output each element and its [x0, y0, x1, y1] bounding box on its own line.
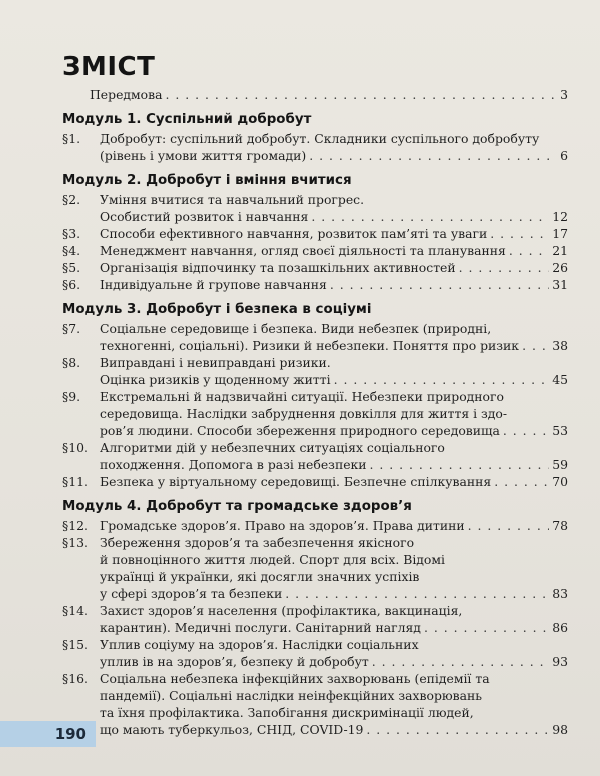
entry-line: Добробут: суспільний добробут. Складники суспільного добробуту: [100, 131, 540, 146]
toc-entry: [62, 473, 568, 490]
entry-last-line: [100, 276, 568, 293]
entry-last-line: [100, 225, 568, 242]
entry-last-line: [100, 422, 568, 439]
entry-line: Екстремальні й надзвичайні ситуації. Небезпеки природного: [100, 389, 504, 404]
dot-leader: [522, 337, 549, 354]
entry-last-line: [100, 456, 568, 473]
entry-last-line: [100, 208, 568, 225]
entry-page-number: 12: [552, 209, 568, 224]
entry-body: [100, 191, 568, 225]
entry-page-number: 45: [552, 372, 568, 387]
entry-body: [100, 259, 568, 276]
entry-line: техногенні, соціальні). Ризики й небезпеки. Поняття про ризик: [100, 338, 520, 353]
entry-last-line: [100, 337, 568, 354]
entry-line: Виправдані і невиправдані ризики.: [100, 355, 331, 370]
entry-page-number: 38: [552, 338, 568, 353]
entry-last-line: [100, 585, 568, 602]
entry-page-number: 98: [552, 722, 568, 737]
entry-last-line: [100, 619, 568, 636]
entry-page-number: 59: [552, 457, 568, 472]
entry-page-number: 3: [560, 87, 568, 102]
toc-entry: [62, 242, 568, 259]
dot-leader: [366, 721, 549, 738]
entry-page-number: 83: [552, 586, 568, 601]
entry-body: [100, 473, 568, 490]
toc-entry: [62, 602, 568, 636]
entry-last-line: [100, 653, 568, 670]
dot-leader: [166, 86, 558, 103]
entry-page-number: 78: [552, 518, 568, 533]
toc-entry: [62, 388, 568, 439]
toc-entry: [62, 130, 568, 164]
entry-last-line: [100, 721, 568, 738]
entry-body: [100, 242, 568, 259]
entry-line: карантин). Медичні послуги. Санітарний нагляд: [100, 620, 421, 635]
entry-page-number: 17: [552, 226, 568, 241]
entry-body: [100, 636, 568, 670]
entry-line: середовища. Наслідки забруднення довкілля для життя і здо-: [100, 406, 508, 421]
section-number: §6.: [62, 277, 81, 292]
entry-line: Менеджмент навчання, огляд своєї діяльності та планування: [100, 243, 506, 258]
section-number: §14.: [62, 603, 88, 618]
dot-leader: [330, 276, 549, 293]
entry-body: [100, 354, 568, 388]
dot-leader: [372, 653, 549, 670]
module-heading: Модуль 1. Суспільний добробут: [62, 112, 312, 127]
table-of-contents: [62, 86, 568, 738]
entry-last-line: [100, 371, 568, 388]
section-number: §11.: [62, 474, 88, 489]
dot-leader: [494, 473, 549, 490]
entry-page-number: 86: [552, 620, 568, 635]
entry-last-line: [90, 86, 568, 103]
page-number: 190: [0, 721, 96, 747]
section-number: §1.: [62, 131, 81, 146]
entry-last-line: [100, 147, 568, 164]
entry-body: [100, 517, 568, 534]
section-number: §13.: [62, 535, 88, 550]
toc-entry: [62, 320, 568, 354]
entry-line: Організація відпочинку та позашкільних активностей: [100, 260, 456, 275]
entry-line: Алгоритми дій у небезпечних ситуаціях соціального: [100, 440, 445, 455]
toc-entry: [62, 670, 568, 738]
section-number: §8.: [62, 355, 81, 370]
entry-line: (рівень і умови життя громади): [100, 148, 307, 163]
entry-page-number: 26: [552, 260, 568, 275]
entry-last-line: [100, 259, 568, 276]
toc-entry: [62, 276, 568, 293]
entry-line: походження. Допомога в разі небезпеки: [100, 457, 367, 472]
entry-body: [100, 388, 568, 439]
toc-entry: [62, 225, 568, 242]
toc-entry: [62, 517, 568, 534]
section-number: §15.: [62, 637, 88, 652]
entry-line: Способи ефективного навчання, розвиток пам’яті та уваги: [100, 226, 488, 241]
entry-line: пандемії). Соціальні наслідки неінфекційних захворювань: [100, 688, 483, 703]
entry-line: Захист здоров’я населення (профілактика, вакцинація,: [100, 603, 463, 618]
module-heading: Модуль 4. Добробут та громадське здоров’я: [62, 499, 412, 514]
entry-body: [100, 320, 568, 354]
section-number: §16.: [62, 671, 88, 686]
entry-line: Соціальна небезпека інфекційних захворювань (епідемії та: [100, 671, 490, 686]
entry-line: Уміння вчитися та навчальний прогрес.: [100, 192, 365, 207]
entry-line: українці й українки, які досягли значних успіхів: [100, 569, 420, 584]
entry-page-number: 93: [552, 654, 568, 669]
entry-page-number: 6: [560, 148, 568, 163]
entry-last-line: [100, 517, 568, 534]
toc-entry: [62, 636, 568, 670]
entry-body: [100, 534, 568, 602]
dot-leader: [459, 259, 550, 276]
entry-line: Індивідуальне й групове навчання: [100, 277, 327, 292]
section-number: §9.: [62, 389, 81, 404]
entry-line: Уплив соціуму на здоров’я. Наслідки соціальних: [100, 637, 419, 652]
dot-leader: [285, 585, 549, 602]
section-number: §7.: [62, 321, 81, 336]
entry-line: Громадське здоров’я. Право на здоров’я. Права дитини: [100, 518, 465, 533]
entry-line: уплив ів на здоров’я, безпеку й добробут: [100, 654, 369, 669]
entry-line: Соціальне середовище і безпека. Види небезпек (природні,: [100, 321, 492, 336]
dot-leader: [503, 422, 549, 439]
dot-leader: [370, 456, 550, 473]
section-number: §3.: [62, 226, 81, 241]
entry-line: й повноцінного життя людей. Спорт для всіх. Відомі: [100, 552, 445, 567]
entry-last-line: [100, 242, 568, 259]
toc-entry: [62, 191, 568, 225]
entry-page-number: 21: [552, 243, 568, 258]
entry-page-number: 70: [552, 474, 568, 489]
entry-line: Безпека у віртуальному середовищі. Безпечне спілкування: [100, 474, 492, 489]
entry-line: Передмова: [90, 87, 163, 102]
entry-page-number: 31: [552, 277, 568, 292]
entry-last-line: [100, 473, 568, 490]
toc-entry: [62, 259, 568, 276]
entry-body: [100, 602, 568, 636]
entry-body: [100, 670, 568, 738]
dot-leader: [309, 147, 557, 164]
entry-line: Особистий розвиток і навчання: [100, 209, 309, 224]
module-heading: Модуль 2. Добробут і вміння вчитися: [62, 173, 352, 188]
entry-page-number: 53: [552, 423, 568, 438]
dot-leader: [334, 371, 550, 388]
toc-entry: [62, 534, 568, 602]
section-number: §10.: [62, 440, 88, 455]
entry-line: Збереження здоров’я та забезпечення якісного: [100, 535, 415, 550]
entry-body: [100, 276, 568, 293]
toc-entry: [62, 354, 568, 388]
dot-leader: [424, 619, 549, 636]
section-number: §5.: [62, 260, 81, 275]
toc-entry: [62, 439, 568, 473]
section-number: §4.: [62, 243, 81, 258]
dot-leader: [509, 242, 549, 259]
entry-body: [100, 130, 568, 164]
module-heading: Модуль 3. Добробут і безпека в соціумі: [62, 302, 372, 317]
entry-line: та їхня профілактика. Запобігання дискримінації людей,: [100, 705, 474, 720]
dot-leader: [311, 208, 549, 225]
entry-body: [100, 225, 568, 242]
entry-line: у сфері здоров’я та безпеки: [100, 586, 283, 601]
entry-body: [100, 439, 568, 473]
toc-entry: [62, 86, 568, 103]
dot-leader: [468, 517, 550, 534]
page-title: ЗМІСТ: [62, 52, 156, 82]
entry-line: що мають туберкульоз, СНІД, COVID-19: [100, 722, 364, 737]
section-number: §12.: [62, 518, 88, 533]
entry-line: ров’я людини. Способи збереження природного середовища: [100, 423, 500, 438]
section-number: §2.: [62, 192, 81, 207]
entry-line: Оцінка ризиків у щоденному житті: [100, 372, 331, 387]
entry-body: [90, 86, 568, 103]
dot-leader: [490, 225, 549, 242]
